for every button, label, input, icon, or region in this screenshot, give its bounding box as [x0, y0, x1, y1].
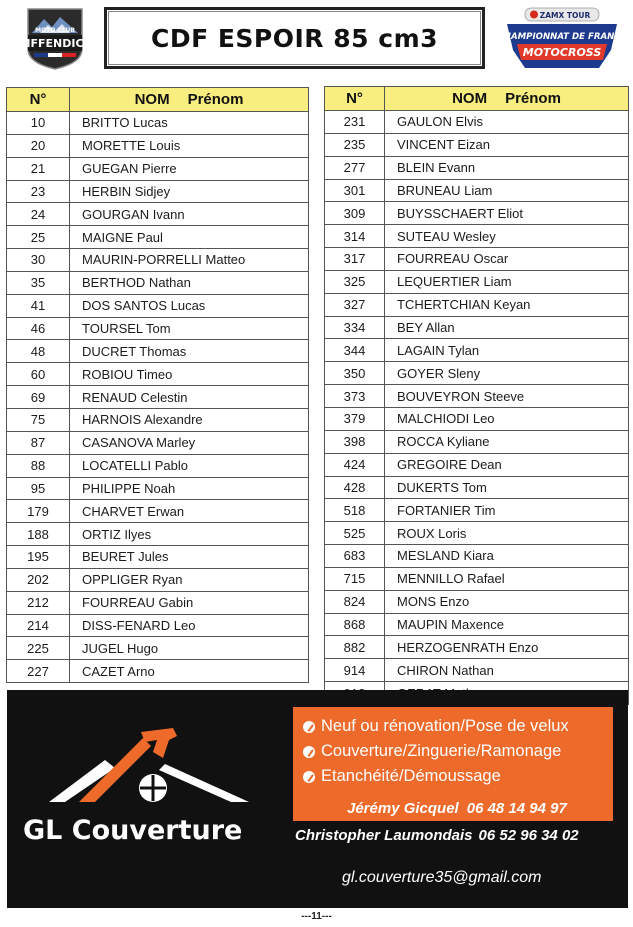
table-row: [325, 476, 629, 499]
rider-name: JUGEL Hugo: [70, 637, 309, 660]
table-row: [7, 271, 309, 294]
rider-name: BOUVEYRON Steeve: [385, 385, 629, 408]
rider-name: LEQUERTIER Liam: [385, 270, 629, 293]
header-name: [70, 88, 309, 112]
table-row: [7, 568, 309, 591]
rider-number: 227: [7, 660, 70, 683]
page-title: CDF ESPOIR 85 cm3: [150, 23, 439, 53]
rider-number: 868: [325, 613, 385, 636]
services-list: [293, 707, 613, 789]
rider-name: CASANOVA Marley: [70, 431, 309, 454]
contact-phone: 06 52 96 34 02: [478, 827, 579, 844]
rider-name: ROCCA Kyliane: [385, 430, 629, 453]
table-row: [7, 614, 309, 637]
rider-number: 202: [7, 568, 70, 591]
rider-name: BUYSSCHAERT Eliot: [385, 202, 629, 225]
rider-number: 327: [325, 293, 385, 316]
rider-number: 10: [7, 112, 70, 135]
rider-name: MONS Enzo: [385, 590, 629, 613]
service-label: Couverture/Zinguerie/Ramonage: [321, 742, 562, 760]
rider-name: TCHERTCHIAN Keyan: [385, 293, 629, 316]
rider-number: 914: [325, 659, 385, 682]
rider-name: RENAUD Celestin: [70, 386, 309, 409]
table-row: [325, 362, 629, 385]
table-row: [325, 636, 629, 659]
table-row: [325, 407, 629, 430]
rider-number: 428: [325, 476, 385, 499]
table-row: [7, 203, 309, 226]
rider-name: FORTANIER Tim: [385, 499, 629, 522]
table-row: [325, 179, 629, 202]
table-row: [7, 363, 309, 386]
rider-name: GREGOIRE Dean: [385, 453, 629, 476]
rider-number: 350: [325, 362, 385, 385]
table-row: [7, 431, 309, 454]
roof-hammer-logo: [45, 728, 260, 808]
rider-number: 25: [7, 226, 70, 249]
right-logo-line2: MOTOCROSS: [522, 46, 602, 59]
table-row: [325, 430, 629, 453]
table-row: [325, 293, 629, 316]
header-prenom: Prénom: [187, 91, 244, 108]
rider-number: 231: [325, 111, 385, 134]
rider-number: 398: [325, 430, 385, 453]
table-row: [325, 111, 629, 134]
rider-number: 21: [7, 157, 70, 180]
rider-name: DUKERTS Tom: [385, 476, 629, 499]
rider-number: 212: [7, 591, 70, 614]
rider-name: FOURREAU Gabin: [70, 591, 309, 614]
table-row: [7, 134, 309, 157]
rider-name: BEURET Jules: [70, 546, 309, 569]
page-number: ---11---: [301, 911, 332, 922]
rider-name: DISS-FENARD Leo: [70, 614, 309, 637]
rider-name: FOURREAU Oscar: [385, 248, 629, 271]
rider-number: 715: [325, 567, 385, 590]
riders-table-left: [6, 87, 309, 683]
contact-name: Jérémy Gicquel: [347, 800, 459, 817]
table-row: [7, 157, 309, 180]
rider-name: LOCATELLI Pablo: [70, 454, 309, 477]
contact-email: gl.couverture35@gmail.com: [342, 869, 542, 886]
service-label: Neuf ou rénovation/Pose de velux: [321, 717, 569, 735]
rider-name: DOS SANTOS Lucas: [70, 294, 309, 317]
rider-number: 41: [7, 294, 70, 317]
table-row: [325, 248, 629, 271]
rider-number: 87: [7, 431, 70, 454]
rider-name: MORETTE Louis: [70, 134, 309, 157]
rider-number: 60: [7, 363, 70, 386]
header-nom: NOM: [452, 90, 488, 107]
rider-name: TOURSEL Tom: [70, 317, 309, 340]
header-num: N°: [325, 87, 385, 111]
table-row: [325, 453, 629, 476]
rider-name: DUCRET Thomas: [70, 340, 309, 363]
table-row: [325, 316, 629, 339]
rider-name: CAZET Arno: [70, 660, 309, 683]
table-row: [325, 659, 629, 682]
moto-club-iffendic-logo: [22, 5, 88, 71]
service-label: Etanchéité/Démoussage: [321, 767, 501, 785]
table-row: [325, 522, 629, 545]
rider-number: 525: [325, 522, 385, 545]
contact-line-2: [295, 827, 625, 844]
rider-number: 48: [7, 340, 70, 363]
header-nom: NOM: [134, 91, 170, 108]
rider-number: 824: [325, 590, 385, 613]
rider-number: 309: [325, 202, 385, 225]
rider-number: 69: [7, 386, 70, 409]
rider-name: ROUX Loris: [385, 522, 629, 545]
championnat-de-france-motocross-logo: [503, 6, 621, 70]
table-row: [7, 386, 309, 409]
contact-line-1: [347, 800, 617, 817]
service-item: [303, 764, 613, 789]
rider-number: 88: [7, 454, 70, 477]
table-row: [7, 249, 309, 272]
table-row: [325, 385, 629, 408]
rider-name: MAURIN-PORRELLI Matteo: [70, 249, 309, 272]
rider-number: 188: [7, 523, 70, 546]
rider-number: 325: [325, 270, 385, 293]
table-row: [7, 340, 309, 363]
left-logo-line1: MOTO CLUB: [35, 27, 75, 34]
rider-name: SUTEAU Wesley: [385, 225, 629, 248]
header-name: [385, 87, 629, 111]
rider-number: 334: [325, 316, 385, 339]
rider-name: VINCENT Eizan: [385, 133, 629, 156]
header-prenom: Prénom: [505, 90, 561, 107]
check-bullet-icon: [303, 721, 315, 733]
table-row: [325, 133, 629, 156]
check-bullet-icon: [303, 771, 315, 783]
rider-name: BLEIN Evann: [385, 156, 629, 179]
rider-name: MAUPIN Maxence: [385, 613, 629, 636]
table-header-row: [325, 87, 629, 111]
table-row: [7, 226, 309, 249]
rider-number: 225: [7, 637, 70, 660]
table-row: [325, 225, 629, 248]
rider-name: GUEGAN Pierre: [70, 157, 309, 180]
rider-number: 424: [325, 453, 385, 476]
rider-number: 301: [325, 179, 385, 202]
check-bullet-icon: [303, 746, 315, 758]
table-row: [7, 500, 309, 523]
table-row: [325, 270, 629, 293]
rider-name: CHARVET Erwan: [70, 500, 309, 523]
rider-name: BRUNEAU Liam: [385, 179, 629, 202]
rider-name: GOYER Sleny: [385, 362, 629, 385]
rider-number: 46: [7, 317, 70, 340]
table-row: [325, 156, 629, 179]
rider-name: MENNILLO Rafael: [385, 567, 629, 590]
right-logo-line1: CHAMPIONNAT DE FRANCE: [503, 32, 621, 42]
rider-name: GOURGAN Ivann: [70, 203, 309, 226]
riders-table-right: [324, 86, 629, 705]
table-row: [7, 546, 309, 569]
rider-number: 235: [325, 133, 385, 156]
rider-name: MAIGNE Paul: [70, 226, 309, 249]
rider-number: 344: [325, 339, 385, 362]
rider-name: LAGAIN Tylan: [385, 339, 629, 362]
rider-number: 23: [7, 180, 70, 203]
rider-number: 75: [7, 408, 70, 431]
rider-number: 195: [7, 546, 70, 569]
rider-number: 214: [7, 614, 70, 637]
rider-number: 518: [325, 499, 385, 522]
rider-number: 20: [7, 134, 70, 157]
rider-number: 277: [325, 156, 385, 179]
rider-name: ORTIZ Ilyes: [70, 523, 309, 546]
table-row: [7, 591, 309, 614]
rider-name: HERBIN Sidjey: [70, 180, 309, 203]
rider-name: GAULON Elvis: [385, 111, 629, 134]
rider-number: 95: [7, 477, 70, 500]
page-title-box: [104, 7, 485, 69]
rider-name: OPPLIGER Ryan: [70, 568, 309, 591]
table-row: [325, 613, 629, 636]
rider-number: 35: [7, 271, 70, 294]
table-row: [7, 112, 309, 135]
rider-name: PHILIPPE Noah: [70, 477, 309, 500]
rider-name: BEY Allan: [385, 316, 629, 339]
gl-couverture-advertisement: [7, 690, 628, 908]
contact-name: Christopher Laumondais: [295, 827, 473, 844]
table-row: [325, 545, 629, 568]
rider-name: HERZOGENRATH Enzo: [385, 636, 629, 659]
rider-number: 373: [325, 385, 385, 408]
table-row: [7, 477, 309, 500]
service-item: [303, 714, 613, 739]
table-row: [7, 660, 309, 683]
table-header-row: [7, 88, 309, 112]
table-row: [7, 317, 309, 340]
rider-number: 317: [325, 248, 385, 271]
rider-name: BRITTO Lucas: [70, 112, 309, 135]
table-row: [325, 567, 629, 590]
table-row: [325, 590, 629, 613]
table-row: [325, 499, 629, 522]
rider-name: MALCHIODI Leo: [385, 407, 629, 430]
rider-name: CHIRON Nathan: [385, 659, 629, 682]
table-row: [7, 454, 309, 477]
right-logo-brand: ZAMX TOUR: [539, 11, 591, 20]
service-item: [303, 739, 613, 764]
rider-name: HARNOIS Alexandre: [70, 408, 309, 431]
rider-number: 24: [7, 203, 70, 226]
header-num: N°: [7, 88, 70, 112]
rider-number: 314: [325, 225, 385, 248]
table-row: [325, 339, 629, 362]
rider-number: 179: [7, 500, 70, 523]
table-row: [7, 294, 309, 317]
contact-phone: 06 48 14 94 97: [466, 800, 567, 817]
left-logo-line2: IFFENDIC: [26, 37, 84, 50]
rider-number: 30: [7, 249, 70, 272]
table-row: [7, 523, 309, 546]
company-name: GL Couverture: [23, 815, 243, 846]
rider-number: 379: [325, 407, 385, 430]
rider-number: 882: [325, 636, 385, 659]
table-row: [7, 637, 309, 660]
table-row: [325, 202, 629, 225]
rider-name: MESLAND Kiara: [385, 545, 629, 568]
table-row: [7, 408, 309, 431]
table-row: [7, 180, 309, 203]
rider-number: 683: [325, 545, 385, 568]
rider-name: ROBIOU Timeo: [70, 363, 309, 386]
rider-name: BERTHOD Nathan: [70, 271, 309, 294]
